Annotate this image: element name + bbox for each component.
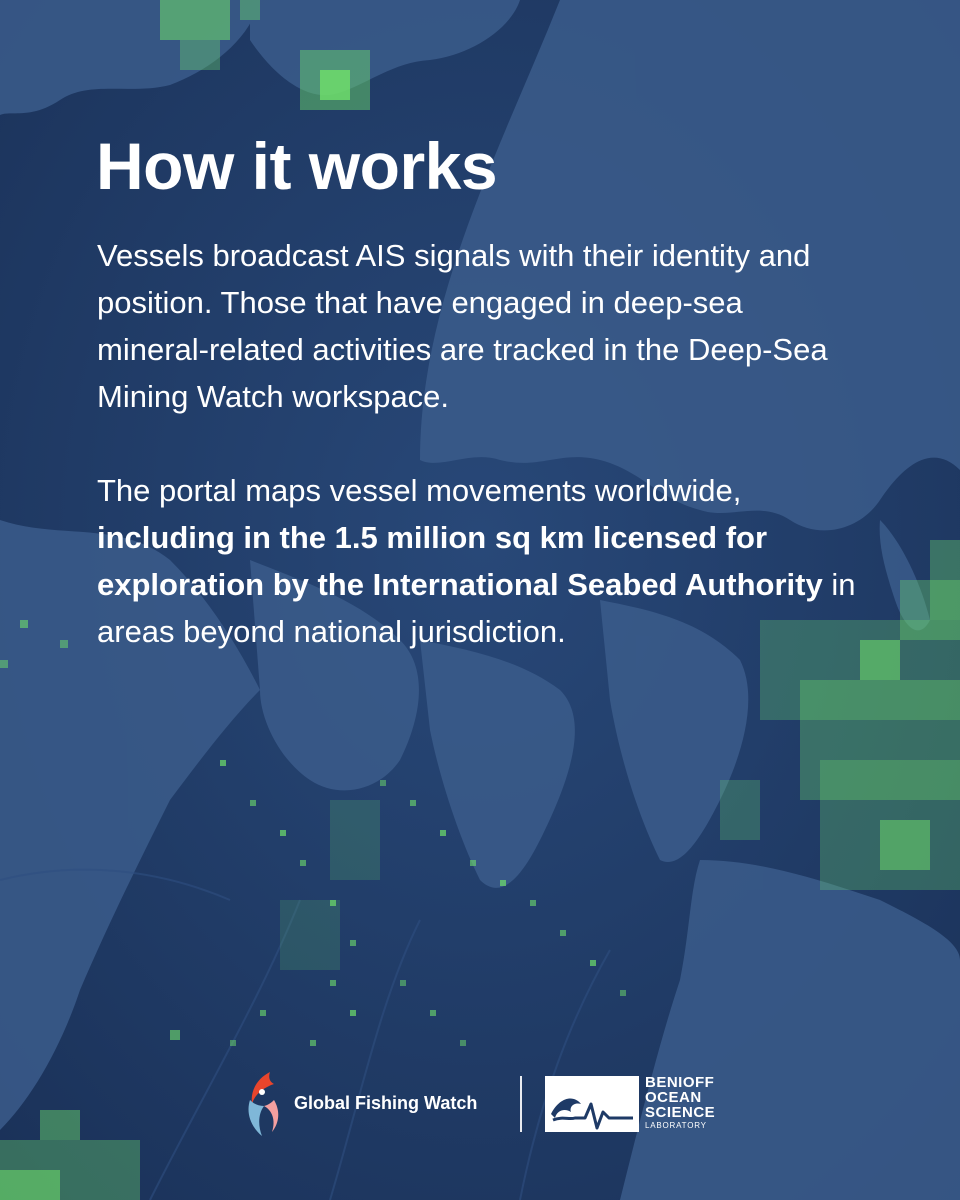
benioff-line-4: LABORATORY [645,1121,707,1130]
paragraph-portal-tail: in areas beyond national jurisdiction. [97,567,856,649]
partner-logos [240,1070,740,1140]
benioff-line-3: SCIENCE [645,1104,716,1121]
paragraph-ais: Vessels broadcast AIS signals with their identity and position. Those that have engaged in deep-sea mineral-related activities are tracked in the Deep-Sea Mining Watch workspace. [97,238,828,414]
body-copy [97,232,857,655]
fish-logo-icon [240,1070,286,1140]
logo-divider [520,1076,522,1132]
benioff-line-2: OCEAN [645,1089,702,1106]
wave-heartbeat-logo-icon [545,1076,639,1132]
page-title: How it works [96,129,498,203]
global-fishing-watch-name: Global Fishing Watch [294,1093,478,1113]
paragraph-portal-highlight: including in the 1.5 million sq km licensed for exploration by the International Seabed Authority [97,520,823,602]
global-fishing-watch-logo [240,1070,510,1140]
paragraph-portal-lead: The portal maps vessel movements worldwide, [97,473,742,508]
paragraph-portal [97,467,857,655]
benioff-line-1: BENIOFF [645,1074,715,1091]
benioff-wordmark [645,1075,715,1131]
benioff-ocean-science-laboratory-logo [545,1075,735,1135]
